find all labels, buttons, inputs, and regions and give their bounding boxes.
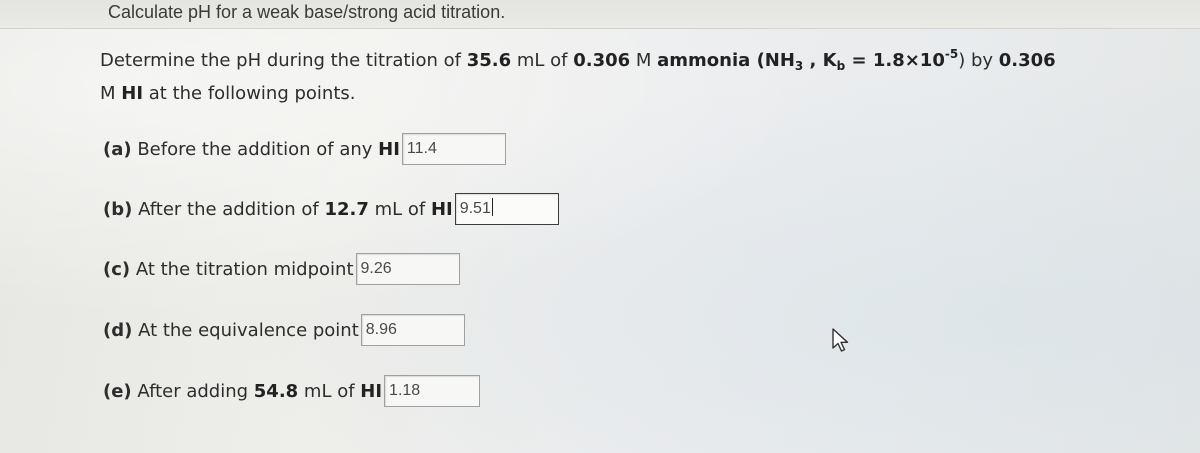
concentration-unit: M (630, 50, 658, 71)
part-c-answer-input[interactable]: 9.26 (356, 253, 460, 285)
part-b (103, 193, 559, 225)
question-ending: at the following points. (143, 83, 356, 104)
question-intro: Determine the pH during the titration of (100, 50, 467, 71)
acid-name: HI (121, 83, 144, 104)
part-a (103, 133, 506, 165)
part-d-letter: (d) (103, 319, 133, 341)
acid-conc-unit: M (100, 83, 122, 104)
base-concentration: 0.306 (573, 50, 631, 71)
part-b-answer-input[interactable] (455, 193, 559, 225)
by-text: by (965, 50, 999, 71)
part-e-answer-input[interactable]: 1.18 (384, 375, 480, 407)
text-caret (492, 198, 493, 216)
part-b-volume: 12.7 (324, 198, 369, 220)
part-e (103, 375, 480, 407)
part-e-label: After adding (131, 380, 254, 402)
part-a-acid: HI (378, 138, 400, 160)
part-b-acid: HI (430, 198, 453, 220)
acid-concentration: 0.306 (998, 50, 1056, 71)
base-volume: 35.6 (466, 50, 512, 71)
part-e-volume: 54.8 (253, 380, 299, 402)
part-b-letter: (b) (103, 198, 133, 220)
part-c (103, 253, 460, 285)
part-d-answer-input[interactable]: 8.96 (361, 314, 465, 346)
mouse-pointer-icon (830, 327, 852, 353)
part-a-letter: (a) (103, 138, 132, 160)
part-e-letter: (e) (103, 380, 132, 402)
part-e-acid: HI (360, 380, 383, 402)
formula-close: ) (958, 50, 966, 71)
part-b-unit: mL of (368, 198, 431, 220)
part-b-label: After the addition of (132, 198, 325, 220)
part-d-label: At the equivalence point (132, 319, 359, 341)
part-a-answer-input[interactable]: 11.4 (402, 133, 506, 165)
question-text (100, 41, 1080, 107)
part-e-unit: mL of (298, 380, 361, 402)
part-d (103, 314, 465, 346)
page-title: Calculate pH for a weak base/strong acid titration. (108, 2, 506, 22)
header-bar (0, 0, 1200, 29)
part-b-answer-value: 9.51 (459, 200, 491, 217)
volume-unit: mL of (511, 50, 574, 71)
part-a-label: Before the addition of any (131, 138, 379, 160)
part-c-letter: (c) (103, 258, 131, 280)
part-c-label: At the titration midpoint (130, 258, 354, 280)
base-name: ammonia ($NH_3$ , $K_b = 1.8\times 10^{-5}$ (657, 47, 959, 73)
